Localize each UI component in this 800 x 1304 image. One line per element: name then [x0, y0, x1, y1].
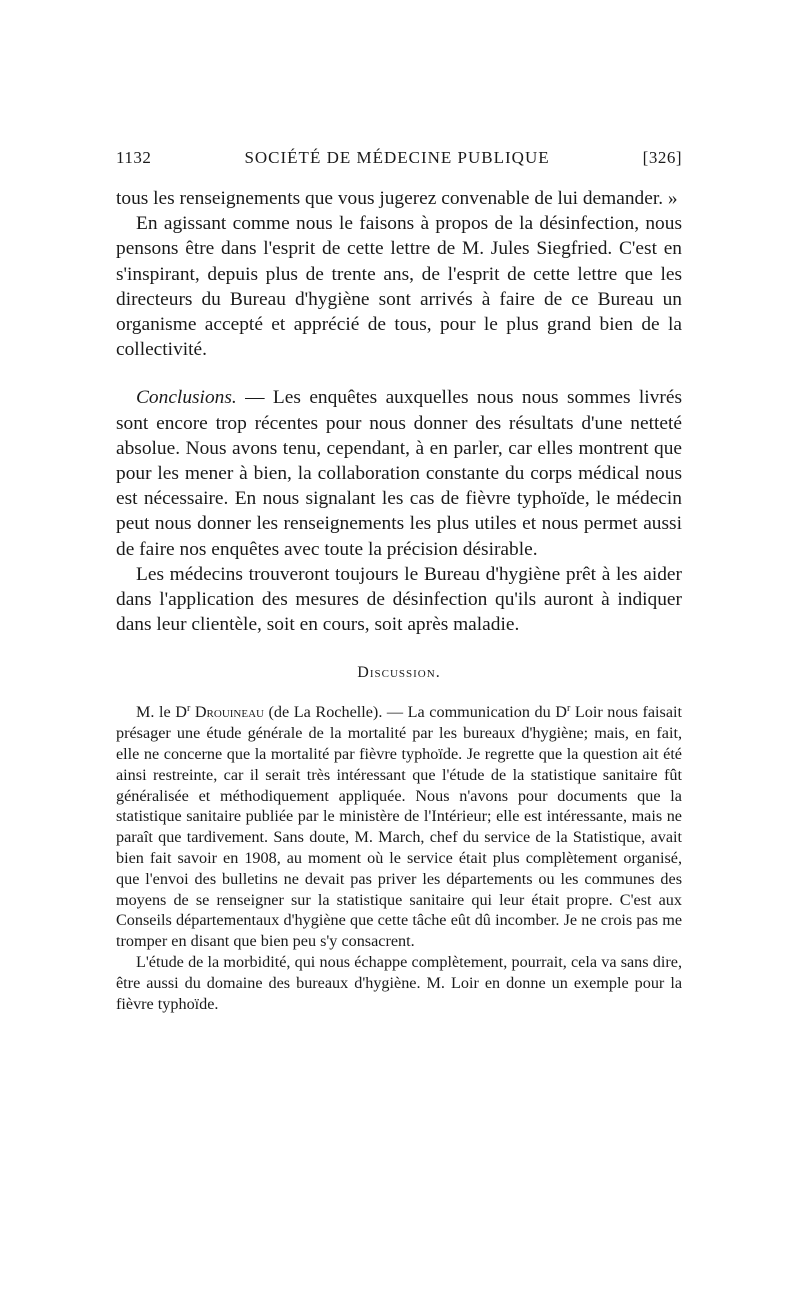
paragraph-continued: tous les renseignements que vous jugerez convenable de lui demander. » — [116, 188, 678, 209]
paragraph-medecins: Les médecins trouveront toujours le Bureau d'hygiène prêt à les aider dans l'application des mesures de désinfection qu'ils auront à indiquer dans leur clientèle, soit en cours, soit après maladie. — [116, 563, 682, 636]
running-title: SOCIÉTÉ DE MÉDECINE PUBLIQUE — [244, 148, 550, 167]
page-number: 1132 — [116, 148, 152, 167]
conclusions-text: — Les enquêtes auxquelles nous nous sommes livrés sont encore trop récentes pour nous donner des résultats d'une netteté absolue. Nous avons tenu, cependant, à en parler, car elles montrent que pour les mener à bien, la collaboration constante du corps médical nous est nécessaire. En nous signalant les cas de fièvre typhoïde, le médecin peut nous donner les renseignements les plus utiles et nous permet aussi de faire nos enquêtes avec toute la précision désirable. — [116, 387, 682, 560]
speaker-name: Drouineau — [194, 703, 264, 722]
bracket-number: [326] — [642, 148, 682, 167]
main-text — [116, 186, 682, 637]
discussion-text — [116, 702, 682, 1014]
discussion-text-2: Loir nous faisait présager une étude générale de la mortalité par les bureaux d'hygiène; mais, en fait, elle ne concerne que la mortalité par fièvre typhoïde. Je regrette que la question ait été ainsi restreinte, car il serait très intéressant que l'étude de la statistique sanitaire fût généralisée et méthodiquement appliquée. Nous n'avons pour documents que la statistique sanitaire publiée par le ministère de l'Intérieur; elle est intéressante, mais ne paraît que tardivement. Sans doute, M. March, chef du service de la Statistique, avait bien fait savoir en 1908, au moment où le service était plus complètement organisé, que l'envoi des bulletins ne devait pas priver les départements ou les communes des moyens de se renseigner sur la statistique sanitaire qui leur était propre. C'est aux Conseils départementaux d'hygiène que cette tâche eût dû incomber. Je ne crois pas me tromper en disant que bien peu s'y consacrent. — [116, 703, 682, 951]
running-header — [116, 148, 682, 176]
conclusions-label: Conclusions. — [136, 387, 237, 409]
discussion-heading: Discussion. — [357, 664, 441, 682]
doctor-sup: r — [566, 703, 571, 715]
discussion-paragraph-1 — [116, 702, 682, 952]
speaker-prefix: M. le D — [136, 703, 187, 722]
page — [116, 148, 682, 1014]
paragraph-disinfection: En agissant comme nous le faisons à propos de la désinfection, nous pensons être dans l'esprit de cette lettre de M. Jules Siegfried. C'est en s'inspirant, depuis plus de trente ans, de l'esprit de cette lettre que les directeurs du Bureau d'hygiène sont arrivés à faire de ce Bureau un organisme accepté et apprécié de tous, pour le plus grand bien de la collectivité. — [116, 213, 682, 361]
speaker-sup: r — [186, 703, 191, 715]
discussion-paragraph-2: L'étude de la morbidité, qui nous échappe complètement, pourrait, cela va sans dire, être aussi du domaine des bureaux d'hygiène. M. Loir en donne un exemple pour la fièvre typhoïde. — [116, 953, 682, 1013]
paragraph-conclusions — [116, 385, 682, 561]
discussion-text-1: (de La Rochelle). — La communication du D — [263, 703, 567, 722]
